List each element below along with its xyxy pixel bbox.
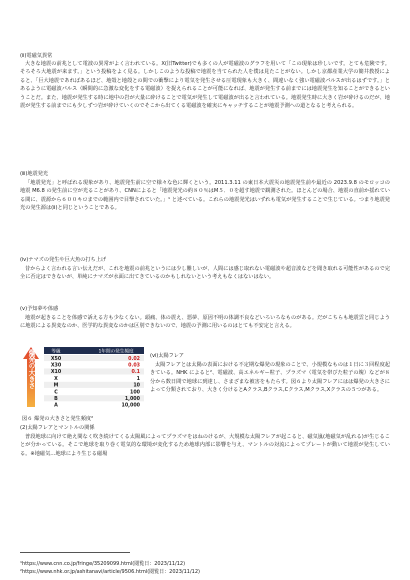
table-row xyxy=(44,375,144,381)
flare-frequency-value: 0.02 xyxy=(128,356,140,362)
flare-class-label: C xyxy=(54,390,58,396)
section-body-catfish: 昔からよく言われる言い伝えだが、これを地震の前兆というには少し難しいが、人間には感じ取れない電磁波や超音波などを聞き取れる可能性があるので完全に否定はできないが、単純にナマズが水面に出てきているのかもしれないという考えもなくはないはない。 xyxy=(20,266,390,281)
flare-class-label: M xyxy=(53,383,59,389)
section-body-premonition: 地震が起きることを体感で訴える方も少なくない。頭痛、体の震え、悪夢、原因不明の体調不良などいろいろなものがある。だがこちらも地震雲と同じように地震による異変なのか、医学的な異変なのかは区別できないので、地震の予測に用いるのはとても不安定と言える。 xyxy=(20,315,390,330)
table-row xyxy=(44,382,144,388)
size-arrow-label: 爆発の大きさ xyxy=(27,349,35,389)
section-heading-flare-mantle: (2)太陽フレアとマントルの関係 xyxy=(20,425,95,431)
flare-frequency-value: 1 xyxy=(136,376,140,382)
flare-class-graphic xyxy=(20,345,146,411)
footnote-2: ²https://www.nhk.or.jp/ashitanavi/article/9506.html(閲覧日：2023/11/12) xyxy=(20,569,200,575)
section-heading-electromagnetic: (ⅱ)電磁気異常 xyxy=(20,53,53,59)
flare-frequency-value: 10,000 xyxy=(121,403,140,409)
table-rows xyxy=(44,355,144,409)
table-header-frequency: 1年間の発生頻度 xyxy=(98,349,134,355)
footnote-divider xyxy=(20,552,130,553)
section-body-earthquake-light: 「地震発光」と呼ばれる現象があり、地震発生前に空で様々な色に輝くという。2011.3.11 の東日本大震災の地震発生前や最近の 2023.9.8 のモロッコの地震 M6.8 の発生前に空が光ることがあり、CNNによると「地震発光の約８０％はM５．０を超す地震で観測された。ほとんどの場合、地震の直前か揺れている間に、震源から６００キロまでの範囲内で目撃されていた。」¹ と述べている。これらの地震発光はいずれも電気が発生することで生じている。つまり地震発光の発生源は(ⅱ)と同じということである。 xyxy=(20,180,390,212)
flare-class-label: X30 xyxy=(50,363,62,369)
flare-frequency-value: 100 xyxy=(129,390,140,396)
flare-class-label: X xyxy=(54,376,58,382)
flare-class-label: A xyxy=(54,403,58,409)
section-body-solar-flare: 太陽フレアとは太陽の表面における不定期な爆発の現象のことで、小規模なものは１日に３回程度起きている。NHK によると²、電磁波、高エネルギー粒子、プラズマ（電気を帯びた粒子の塊）などが８分から数日間で地球に到達し、さまざまな被害をもたらす。図６より太陽フレアにはは爆発の大きさによって分類されており、大きく分けるとAクラス,Bクラス,Cクラス,Mクラス,Xクラスの５つがある。 xyxy=(150,362,390,394)
table-header-class: 等級 xyxy=(51,349,61,355)
section-heading-premonition: (ⅴ)予知夢や体感 xyxy=(20,306,59,312)
section-body-flare-mantle: 普段地球に向けて絶え間なく吹き続けてくる太陽風によってプラズマをはねのけるが、大規模な太陽フレアが起こると、磁気嵐(地磁気が乱れる)が生じることが分かっている。そこで地球を取り巻く電気的な環境が変化するため地球内部に影響を与え、マントルの対流によってプレートが動いて地震が発生している。※地磁気…地球により生じる磁場 xyxy=(20,434,390,457)
flare-frequency-value: 10 xyxy=(133,383,140,389)
flare-class-label: B xyxy=(54,397,58,402)
flare-class-label: X50 xyxy=(50,356,62,362)
flare-class-figure xyxy=(20,345,146,411)
flare-frequency-value: 0.03 xyxy=(128,363,140,369)
flare-frequency-value: 1,000 xyxy=(124,397,140,402)
size-arrow xyxy=(23,347,39,407)
flare-frequency-value: 0.1 xyxy=(131,370,140,376)
section-heading-earthquake-light: (ⅲ)地震発光 xyxy=(20,171,49,177)
footnote-1: ¹https://www.cnn.co.jp/fringe/35209099.html(閲覧日：2023/11/12) xyxy=(20,561,186,567)
flare-class-label: X10 xyxy=(50,370,62,376)
section-heading-solar-flare: (ⅵ)太陽フレア xyxy=(150,353,184,359)
section-heading-catfish: (ⅳ)ナマズの発生や巨大魚の打ち上げ xyxy=(20,257,107,263)
figure-caption: 図６ 爆発の大きさと発生頻度² xyxy=(22,416,94,423)
section-body-electromagnetic: 大きな地震の前兆として電波の異常がよく言われている。X(旧Twitter)でも多くの人が電磁波のグラフを用いて「この現象は珍しいです。とても危険です。そろそろ大地震が来ます。」という投稿をよく見る。しかしこのような投稿で地震を当てられた人を僕は見たことがない。しかし京都産業大学の簡井教授によると、「巨大地震であればあるほど、地殻と地殻との間での衝撃により電気を発生させる圧電現象も大きく、間違いなく強い電磁波パルスが出るはずです。」とあるように電磁波パルス（瞬間的に急激な変化をする電磁波）を捉えられることが可能になれば、地震が発生する前までには地震発生を知ることができるということだ。また、地震が発生する時に地中の岩が大量に砕けることで電気が発生して電磁波が出ると言われている。地震発生時に大きく岩が砕けるのだが、地震が発生する前までにも少しずつ岩が砕けていくのでそこから出てくる電磁波を確実にキャッチすることが地震予測への道となると考えられる。 xyxy=(20,61,390,110)
